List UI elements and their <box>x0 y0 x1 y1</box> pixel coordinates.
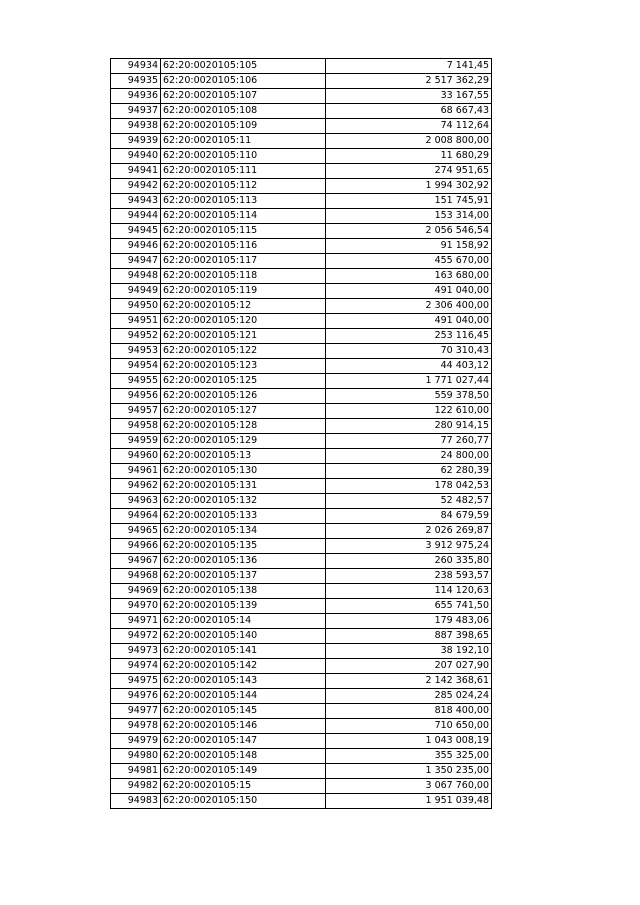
row-id-cell: 94936 <box>111 89 161 104</box>
data-table <box>110 58 492 809</box>
table-row <box>111 134 492 149</box>
table-row <box>111 539 492 554</box>
row-id-cell: 94974 <box>111 659 161 674</box>
row-id-cell: 94937 <box>111 104 161 119</box>
value-cell: 207 027,90 <box>326 659 492 674</box>
cadastral-number-cell: 62:20:0020105:114 <box>161 209 326 224</box>
row-id-cell: 94938 <box>111 119 161 134</box>
table-row <box>111 554 492 569</box>
table-row <box>111 509 492 524</box>
cadastral-number-cell: 62:20:0020105:148 <box>161 749 326 764</box>
row-id-cell: 94978 <box>111 719 161 734</box>
row-id-cell: 94950 <box>111 299 161 314</box>
row-id-cell: 94953 <box>111 344 161 359</box>
value-cell: 2 517 362,29 <box>326 74 492 89</box>
value-cell: 84 679,59 <box>326 509 492 524</box>
cadastral-number-cell: 62:20:0020105:123 <box>161 359 326 374</box>
cadastral-number-cell: 62:20:0020105:105 <box>161 59 326 74</box>
cadastral-number-cell: 62:20:0020105:131 <box>161 479 326 494</box>
row-id-cell: 94961 <box>111 464 161 479</box>
value-cell: 655 741,50 <box>326 599 492 614</box>
table-row <box>111 374 492 389</box>
cadastral-number-cell: 62:20:0020105:14 <box>161 614 326 629</box>
cadastral-number-cell: 62:20:0020105:118 <box>161 269 326 284</box>
cadastral-number-cell: 62:20:0020105:110 <box>161 149 326 164</box>
table-row <box>111 479 492 494</box>
row-id-cell: 94963 <box>111 494 161 509</box>
table-row <box>111 674 492 689</box>
row-id-cell: 94947 <box>111 254 161 269</box>
cadastral-number-cell: 62:20:0020105:141 <box>161 644 326 659</box>
row-id-cell: 94967 <box>111 554 161 569</box>
row-id-cell: 94971 <box>111 614 161 629</box>
cadastral-number-cell: 62:20:0020105:137 <box>161 569 326 584</box>
table-row <box>111 794 492 809</box>
value-cell: 179 483,06 <box>326 614 492 629</box>
table-row <box>111 524 492 539</box>
value-cell: 260 335,80 <box>326 554 492 569</box>
row-id-cell: 94980 <box>111 749 161 764</box>
row-id-cell: 94960 <box>111 449 161 464</box>
cadastral-number-cell: 62:20:0020105:121 <box>161 329 326 344</box>
row-id-cell: 94939 <box>111 134 161 149</box>
cadastral-number-cell: 62:20:0020105:111 <box>161 164 326 179</box>
table-row <box>111 284 492 299</box>
table-row <box>111 224 492 239</box>
cadastral-number-cell: 62:20:0020105:136 <box>161 554 326 569</box>
value-cell: 3 912 975,24 <box>326 539 492 554</box>
row-id-cell: 94982 <box>111 779 161 794</box>
row-id-cell: 94981 <box>111 764 161 779</box>
row-id-cell: 94951 <box>111 314 161 329</box>
table-row <box>111 344 492 359</box>
table-row <box>111 434 492 449</box>
cadastral-number-cell: 62:20:0020105:138 <box>161 584 326 599</box>
table-row <box>111 149 492 164</box>
row-id-cell: 94943 <box>111 194 161 209</box>
row-id-cell: 94969 <box>111 584 161 599</box>
value-cell: 2 008 800,00 <box>326 134 492 149</box>
table-row <box>111 764 492 779</box>
value-cell: 44 403,12 <box>326 359 492 374</box>
table-row <box>111 689 492 704</box>
cadastral-number-cell: 62:20:0020105:122 <box>161 344 326 359</box>
cadastral-number-cell: 62:20:0020105:115 <box>161 224 326 239</box>
value-cell: 114 120,63 <box>326 584 492 599</box>
table-row <box>111 569 492 584</box>
value-cell: 2 026 269,87 <box>326 524 492 539</box>
table-row <box>111 239 492 254</box>
table-body <box>111 59 492 809</box>
cadastral-number-cell: 62:20:0020105:13 <box>161 449 326 464</box>
row-id-cell: 94983 <box>111 794 161 809</box>
row-id-cell: 94956 <box>111 389 161 404</box>
row-id-cell: 94944 <box>111 209 161 224</box>
value-cell: 238 593,57 <box>326 569 492 584</box>
value-cell: 38 192,10 <box>326 644 492 659</box>
row-id-cell: 94949 <box>111 284 161 299</box>
value-cell: 74 112,64 <box>326 119 492 134</box>
value-cell: 2 306 400,00 <box>326 299 492 314</box>
value-cell: 62 280,39 <box>326 464 492 479</box>
table-row <box>111 179 492 194</box>
row-id-cell: 94977 <box>111 704 161 719</box>
table-row <box>111 89 492 104</box>
cadastral-number-cell: 62:20:0020105:128 <box>161 419 326 434</box>
row-id-cell: 94934 <box>111 59 161 74</box>
cadastral-number-cell: 62:20:0020105:142 <box>161 659 326 674</box>
cadastral-number-cell: 62:20:0020105:134 <box>161 524 326 539</box>
table-row <box>111 269 492 284</box>
cadastral-number-cell: 62:20:0020105:147 <box>161 734 326 749</box>
value-cell: 1 043 008,19 <box>326 734 492 749</box>
row-id-cell: 94979 <box>111 734 161 749</box>
value-cell: 163 680,00 <box>326 269 492 284</box>
cadastral-number-cell: 62:20:0020105:107 <box>161 89 326 104</box>
cadastral-number-cell: 62:20:0020105:149 <box>161 764 326 779</box>
value-cell: 455 670,00 <box>326 254 492 269</box>
table-row <box>111 704 492 719</box>
row-id-cell: 94952 <box>111 329 161 344</box>
value-cell: 70 310,43 <box>326 344 492 359</box>
row-id-cell: 94975 <box>111 674 161 689</box>
table-row <box>111 464 492 479</box>
value-cell: 1 350 235,00 <box>326 764 492 779</box>
table-row <box>111 779 492 794</box>
value-cell: 33 167,55 <box>326 89 492 104</box>
value-cell: 491 040,00 <box>326 284 492 299</box>
value-cell: 285 024,24 <box>326 689 492 704</box>
cadastral-number-cell: 62:20:0020105:150 <box>161 794 326 809</box>
cadastral-number-cell: 62:20:0020105:139 <box>161 599 326 614</box>
row-id-cell: 94957 <box>111 404 161 419</box>
value-cell: 491 040,00 <box>326 314 492 329</box>
value-cell: 559 378,50 <box>326 389 492 404</box>
cadastral-number-cell: 62:20:0020105:127 <box>161 404 326 419</box>
table-row <box>111 119 492 134</box>
table-row <box>111 164 492 179</box>
table-row <box>111 209 492 224</box>
row-id-cell: 94970 <box>111 599 161 614</box>
row-id-cell: 94935 <box>111 74 161 89</box>
value-cell: 3 067 760,00 <box>326 779 492 794</box>
table-row <box>111 359 492 374</box>
table-row <box>111 494 492 509</box>
cadastral-number-cell: 62:20:0020105:144 <box>161 689 326 704</box>
value-cell: 1 951 039,48 <box>326 794 492 809</box>
cadastral-number-cell: 62:20:0020105:146 <box>161 719 326 734</box>
value-cell: 1 771 027,44 <box>326 374 492 389</box>
table-row <box>111 629 492 644</box>
table-row <box>111 314 492 329</box>
cadastral-number-cell: 62:20:0020105:130 <box>161 464 326 479</box>
table-row <box>111 194 492 209</box>
row-id-cell: 94965 <box>111 524 161 539</box>
row-id-cell: 94946 <box>111 239 161 254</box>
table-row <box>111 584 492 599</box>
value-cell: 24 800,00 <box>326 449 492 464</box>
value-cell: 818 400,00 <box>326 704 492 719</box>
value-cell: 178 042,53 <box>326 479 492 494</box>
cadastral-number-cell: 62:20:0020105:140 <box>161 629 326 644</box>
table-row <box>111 734 492 749</box>
value-cell: 253 116,45 <box>326 329 492 344</box>
cadastral-number-cell: 62:20:0020105:125 <box>161 374 326 389</box>
cadastral-number-cell: 62:20:0020105:12 <box>161 299 326 314</box>
value-cell: 2 056 546,54 <box>326 224 492 239</box>
cadastral-number-cell: 62:20:0020105:120 <box>161 314 326 329</box>
table-row <box>111 644 492 659</box>
table-row <box>111 404 492 419</box>
cadastral-number-cell: 62:20:0020105:133 <box>161 509 326 524</box>
value-cell: 1 994 302,92 <box>326 179 492 194</box>
value-cell: 2 142 368,61 <box>326 674 492 689</box>
cadastral-number-cell: 62:20:0020105:117 <box>161 254 326 269</box>
value-cell: 887 398,65 <box>326 629 492 644</box>
value-cell: 355 325,00 <box>326 749 492 764</box>
row-id-cell: 94954 <box>111 359 161 374</box>
table-row <box>111 449 492 464</box>
cadastral-number-cell: 62:20:0020105:126 <box>161 389 326 404</box>
row-id-cell: 94966 <box>111 539 161 554</box>
table-row <box>111 299 492 314</box>
table-row <box>111 419 492 434</box>
table-row <box>111 104 492 119</box>
value-cell: 122 610,00 <box>326 404 492 419</box>
value-cell: 153 314,00 <box>326 209 492 224</box>
table-row <box>111 719 492 734</box>
row-id-cell: 94964 <box>111 509 161 524</box>
table-row <box>111 599 492 614</box>
value-cell: 710 650,00 <box>326 719 492 734</box>
value-cell: 280 914,15 <box>326 419 492 434</box>
cadastral-number-cell: 62:20:0020105:135 <box>161 539 326 554</box>
value-cell: 91 158,92 <box>326 239 492 254</box>
cadastral-number-cell: 62:20:0020105:112 <box>161 179 326 194</box>
row-id-cell: 94972 <box>111 629 161 644</box>
cadastral-number-cell: 62:20:0020105:113 <box>161 194 326 209</box>
table-row <box>111 254 492 269</box>
value-cell: 7 141,45 <box>326 59 492 74</box>
cadastral-number-cell: 62:20:0020105:106 <box>161 74 326 89</box>
table-row <box>111 614 492 629</box>
cadastral-number-cell: 62:20:0020105:143 <box>161 674 326 689</box>
row-id-cell: 94958 <box>111 419 161 434</box>
cadastral-number-cell: 62:20:0020105:129 <box>161 434 326 449</box>
value-cell: 77 260,77 <box>326 434 492 449</box>
cadastral-number-cell: 62:20:0020105:132 <box>161 494 326 509</box>
table-row <box>111 389 492 404</box>
value-cell: 11 680,29 <box>326 149 492 164</box>
row-id-cell: 94955 <box>111 374 161 389</box>
cadastral-number-cell: 62:20:0020105:145 <box>161 704 326 719</box>
row-id-cell: 94962 <box>111 479 161 494</box>
row-id-cell: 94940 <box>111 149 161 164</box>
row-id-cell: 94968 <box>111 569 161 584</box>
cadastral-number-cell: 62:20:0020105:109 <box>161 119 326 134</box>
row-id-cell: 94976 <box>111 689 161 704</box>
cadastral-number-cell: 62:20:0020105:11 <box>161 134 326 149</box>
value-cell: 52 482,57 <box>326 494 492 509</box>
row-id-cell: 94959 <box>111 434 161 449</box>
table-row <box>111 74 492 89</box>
cadastral-number-cell: 62:20:0020105:119 <box>161 284 326 299</box>
table-row <box>111 749 492 764</box>
row-id-cell: 94945 <box>111 224 161 239</box>
value-cell: 68 667,43 <box>326 104 492 119</box>
value-cell: 151 745,91 <box>326 194 492 209</box>
table-row <box>111 59 492 74</box>
row-id-cell: 94941 <box>111 164 161 179</box>
row-id-cell: 94973 <box>111 644 161 659</box>
table-row <box>111 329 492 344</box>
cadastral-number-cell: 62:20:0020105:116 <box>161 239 326 254</box>
value-cell: 274 951,65 <box>326 164 492 179</box>
table-row <box>111 659 492 674</box>
row-id-cell: 94942 <box>111 179 161 194</box>
cadastral-number-cell: 62:20:0020105:108 <box>161 104 326 119</box>
cadastral-number-cell: 62:20:0020105:15 <box>161 779 326 794</box>
row-id-cell: 94948 <box>111 269 161 284</box>
